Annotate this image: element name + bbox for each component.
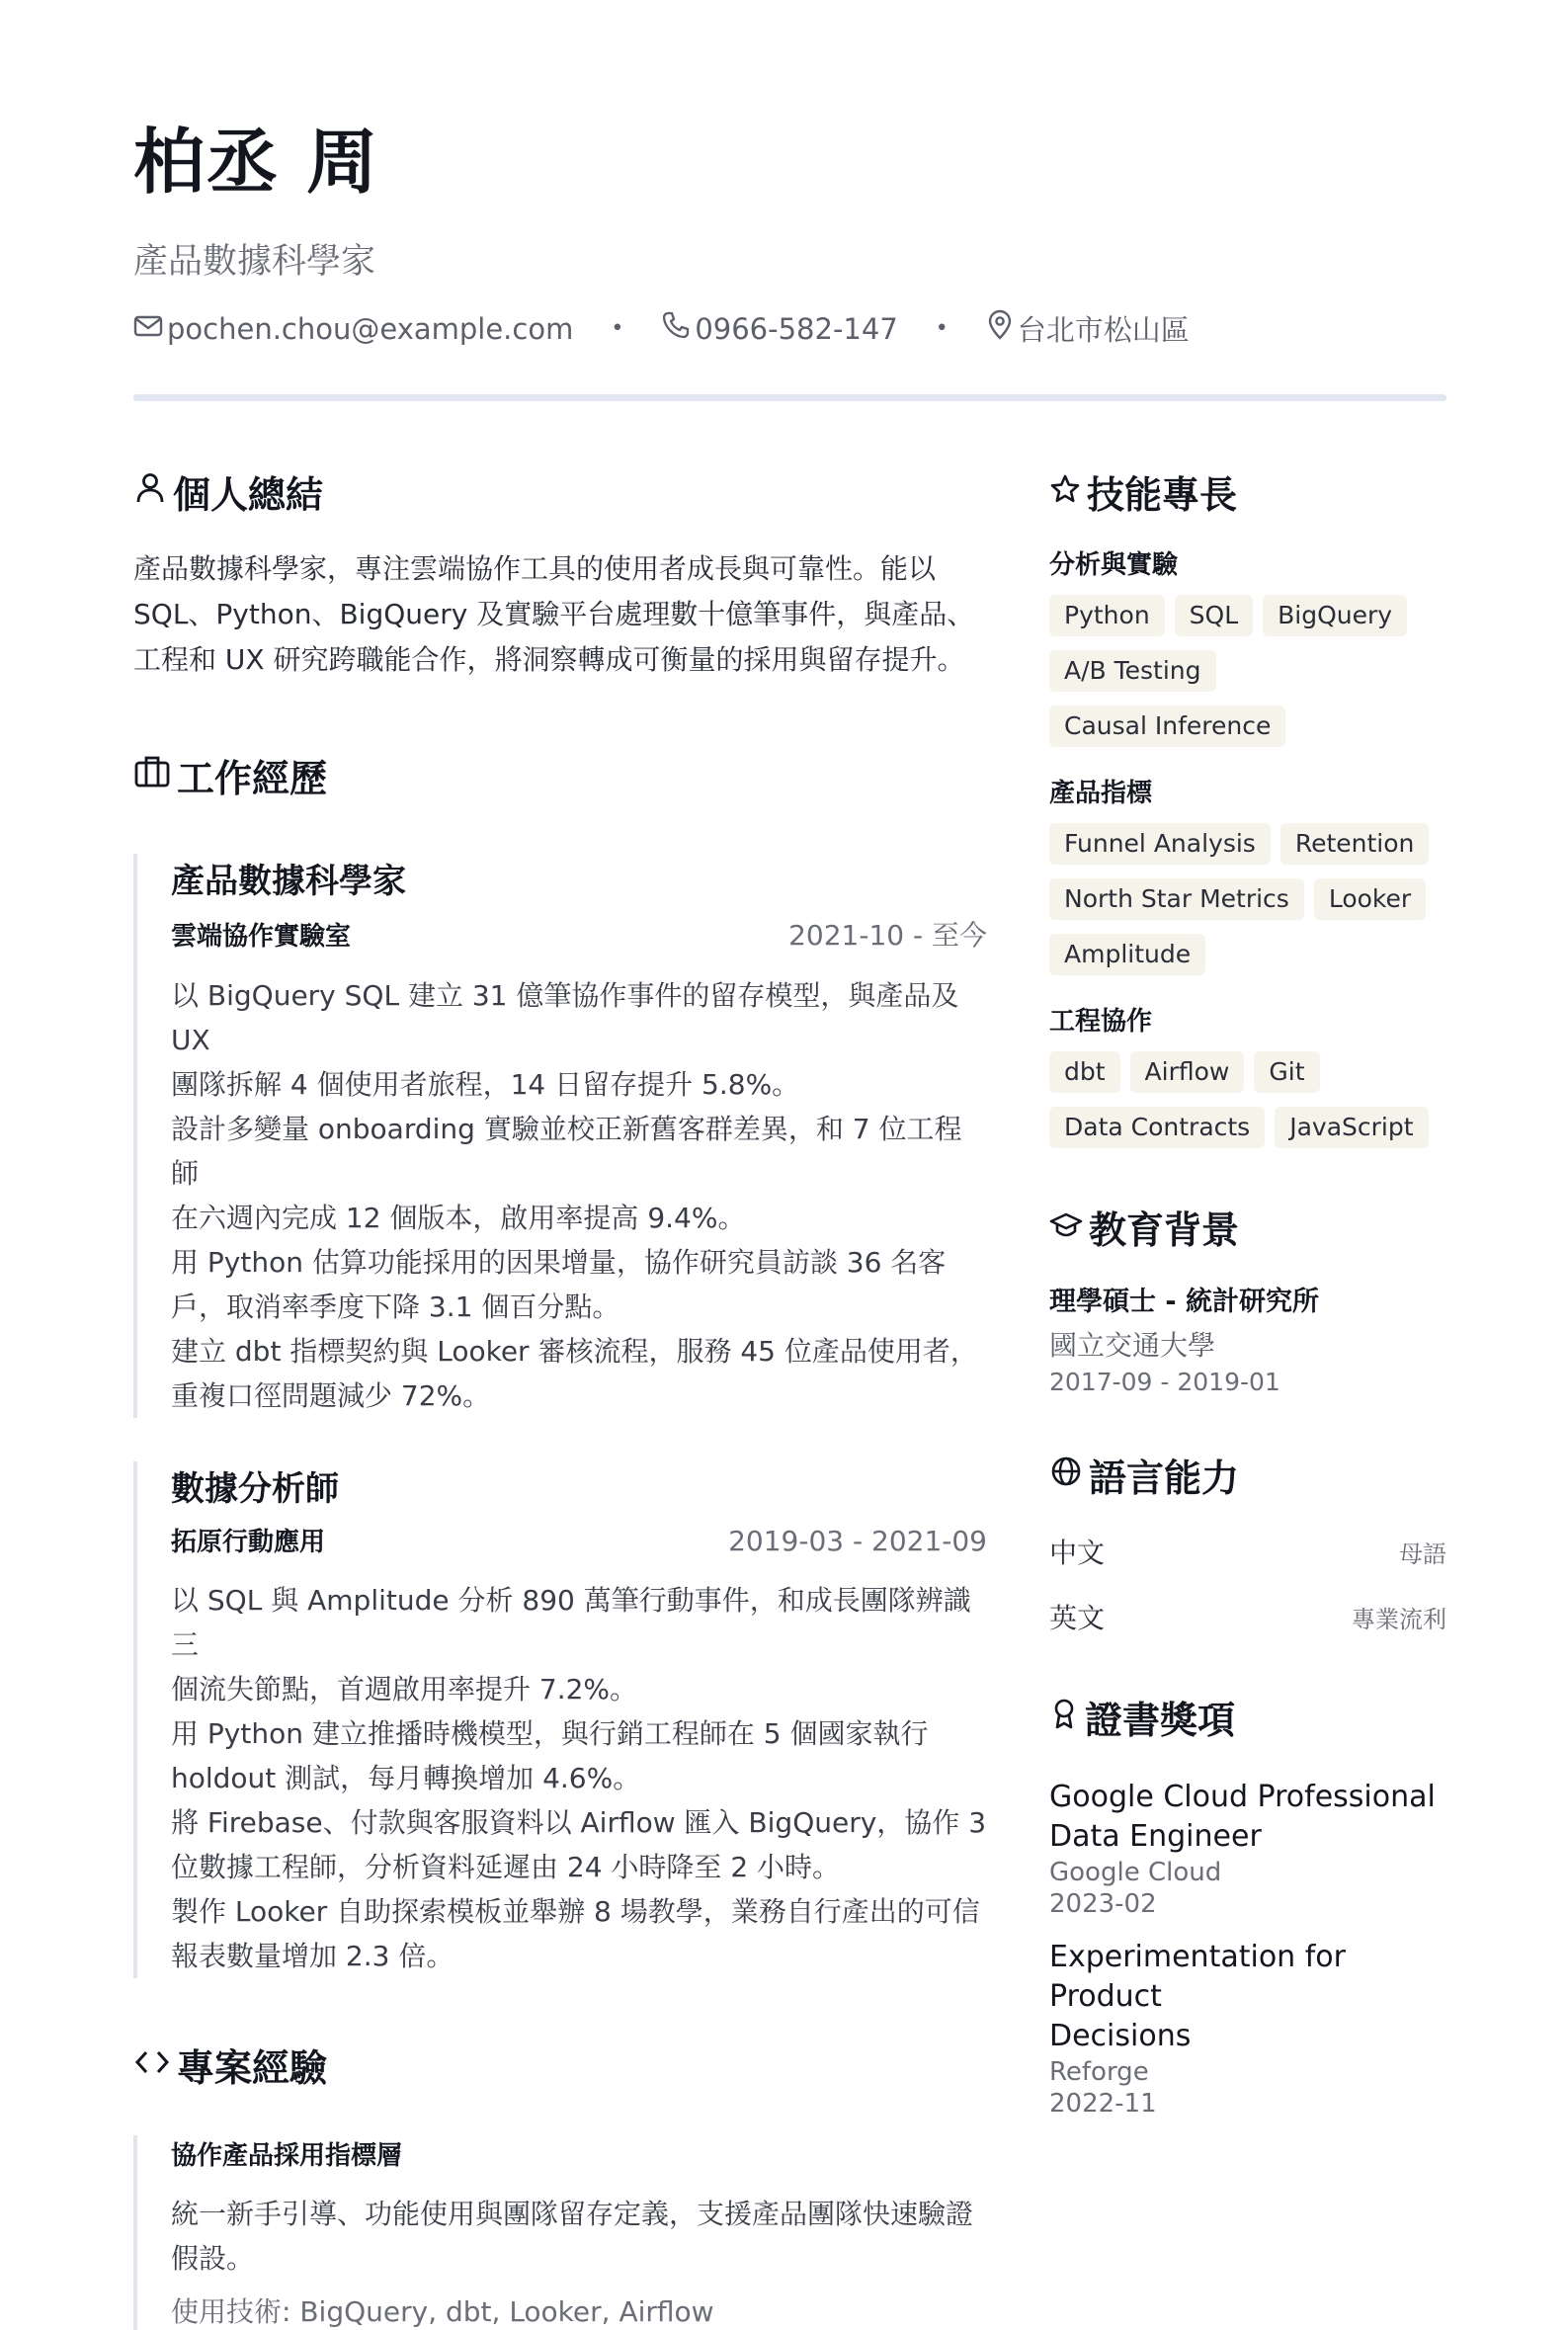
- certification-entry: [1049, 1938, 1446, 2120]
- language-row: [1049, 1597, 1446, 1636]
- language-name: 中文: [1049, 1537, 1106, 1569]
- skill-chip-list: [1049, 1051, 1446, 1148]
- skill-chip: JavaScript: [1275, 1107, 1428, 1148]
- skill-chip: SQL: [1175, 595, 1253, 636]
- education-school: 國立交通大學: [1049, 1329, 1216, 1362]
- skill-chip: Causal Inference: [1049, 706, 1285, 747]
- project-tech: 使用技術: BigQuery, dbt, Looker, Airflow: [171, 2295, 714, 2328]
- certification-date: 2023-02: [1049, 1889, 1157, 1919]
- skill-chip: Data Contracts: [1049, 1107, 1265, 1148]
- job-company: 拓原行動應用: [171, 1528, 326, 1557]
- job-description: 以 SQL 與 Amplitude 分析 890 萬筆行動事件，和成長團隊辨識三 個流失節點，首週啟用率提升 7.2%。 用 Python 建立推播時機模型，與行銷工程師在 5 個國家執行 holdout 測試，每月轉換增加 4.6%。 將 Firebase、付款與客服資料以 Airflow 匯入 BigQuery，協作 3 位數據工程師，分析資料延遲由 24 小時降至 2 小時。 製作 Looker 自助探索模板並舉辦 8 場教學，業務自行產出的可信 報表數量增加 2.3 倍。: [171, 1584, 987, 1972]
- job-title: 數據分析師: [171, 1469, 339, 1509]
- job-meta: [171, 1522, 987, 1558]
- project-entry: [133, 2135, 987, 2330]
- location-pin-icon: [986, 309, 1014, 348]
- user-icon: [133, 469, 167, 514]
- language-level: 母語: [1399, 1539, 1446, 1568]
- job-dates: 2021-10 - 至今: [788, 919, 987, 952]
- phone-text: 0966-582-147: [695, 311, 898, 346]
- contact-row: [133, 308, 1190, 349]
- project-title: 協作產品採用指標層: [171, 2141, 403, 2171]
- location-text: 台北市松山區: [1017, 313, 1190, 347]
- skill-chip: BigQuery: [1263, 595, 1407, 636]
- award-icon: [1049, 1696, 1079, 1739]
- skill-chip-list: [1049, 595, 1446, 747]
- star-icon: [1049, 470, 1081, 514]
- skill-category: 產品指標: [1049, 779, 1153, 808]
- phone-icon: [661, 310, 691, 347]
- language-name: 英文: [1049, 1602, 1106, 1634]
- certification-name: Google Cloud Professional: [1049, 1780, 1436, 1814]
- globe-icon: [1049, 1454, 1083, 1497]
- job-entry: [133, 1461, 987, 1978]
- email-text: pochen.chou@example.com: [167, 311, 574, 346]
- education-heading: 教育背景: [1049, 1200, 1446, 1254]
- job-dates: 2019-03 - 2021-09: [728, 1525, 987, 1557]
- language-row: [1049, 1532, 1446, 1571]
- experience-heading: 工作經歷: [133, 748, 987, 802]
- briefcase-icon: [133, 753, 171, 797]
- contact-location: [986, 308, 1190, 349]
- code-brackets-icon: [133, 2043, 171, 2087]
- skill-chip: Git: [1254, 1051, 1319, 1093]
- contact-phone[interactable]: [661, 310, 897, 347]
- skill-chip: Looker: [1314, 878, 1426, 920]
- certification-entry: [1049, 1778, 1446, 1920]
- projects-heading: 專案經驗: [133, 2038, 987, 2092]
- certification-date: 2022-11: [1049, 2089, 1157, 2119]
- candidate-name: 柏丞 周: [133, 121, 380, 204]
- skills-heading: 技能專長: [1049, 464, 1446, 519]
- job-meta: [171, 914, 987, 954]
- education-dates: 2017-09 - 2019-01: [1049, 1368, 1280, 1396]
- skill-chip: Funnel Analysis: [1049, 823, 1271, 865]
- contact-separator: •: [611, 316, 624, 341]
- skill-chip-list: [1049, 823, 1446, 975]
- certification-issuer: Reforge: [1049, 2057, 1149, 2087]
- skill-chip: North Star Metrics: [1049, 878, 1304, 920]
- skill-chip: Airflow: [1130, 1051, 1245, 1093]
- certification-name: Decisions: [1049, 2019, 1192, 2053]
- certifications-heading: 證書獎項: [1049, 1690, 1446, 1744]
- main-column: [133, 464, 987, 2330]
- summary-heading: 個人總結: [133, 464, 987, 519]
- project-description: 統一新手引導、功能使用與團隊留存定義，支援產品團隊快速驗證 假設。: [171, 2198, 974, 2275]
- languages-heading: 語言能力: [1049, 1448, 1446, 1502]
- certification-name: Experimentation for Product: [1049, 1940, 1346, 2014]
- skill-category: 工程協作: [1049, 1007, 1153, 1037]
- job-entry: [133, 854, 987, 1418]
- skill-chip: Amplitude: [1049, 934, 1205, 975]
- education-degree: 理學碩士 - 統計研究所: [1049, 1287, 1320, 1317]
- certification-issuer: Google Cloud: [1049, 1858, 1222, 1887]
- contact-separator: •: [935, 316, 949, 341]
- skill-chip: dbt: [1049, 1051, 1120, 1093]
- skill-chip: Python: [1049, 595, 1165, 636]
- contact-email[interactable]: [133, 312, 573, 346]
- side-column: [1049, 464, 1446, 2120]
- certification-name: Data Engineer: [1049, 1819, 1262, 1854]
- mail-icon: [133, 312, 163, 346]
- skill-chip: Retention: [1280, 823, 1430, 865]
- graduation-cap-icon: [1049, 1206, 1083, 1249]
- language-level: 專業流利: [1352, 1605, 1446, 1633]
- job-description: 以 BigQuery SQL 建立 31 億筆協作事件的留存模型，與產品及 UX 團隊拆解 4 個使用者旅程，14 日留存提升 5.8%。 設計多變量 onboarding 實驗並校正新舊客群差異，和 7 位工程師 在六週內完成 12 個版本，啟用率提高 9.4%。 用 Python 估算功能採用的因果增量，協作研究員訪談 36 名客 戶，取消率季度下降 3.1 個百分點。 建立 dbt 指標契約與 Looker 審核流程，服務 45 位產品使用者， 重複口徑問題減少 72%。: [171, 979, 978, 1412]
- candidate-title: 產品數據科學家: [133, 242, 376, 282]
- skill-category: 分析與實驗: [1049, 550, 1179, 580]
- skill-chip: A/B Testing: [1049, 650, 1216, 692]
- summary-text: 產品數據科學家，專注雲端協作工具的使用者成長與可靠性。能以 SQL、Python、BigQuery 及實驗平台處理數十億筆事件，與產品、 工程和 UX 研究跨職能合作，將洞察轉成可衡量的採用與留存提升。: [133, 552, 975, 676]
- header-divider: [133, 394, 1446, 401]
- job-company: 雲端協作實驗室: [171, 922, 352, 952]
- job-title: 產品數據科學家: [171, 862, 406, 901]
